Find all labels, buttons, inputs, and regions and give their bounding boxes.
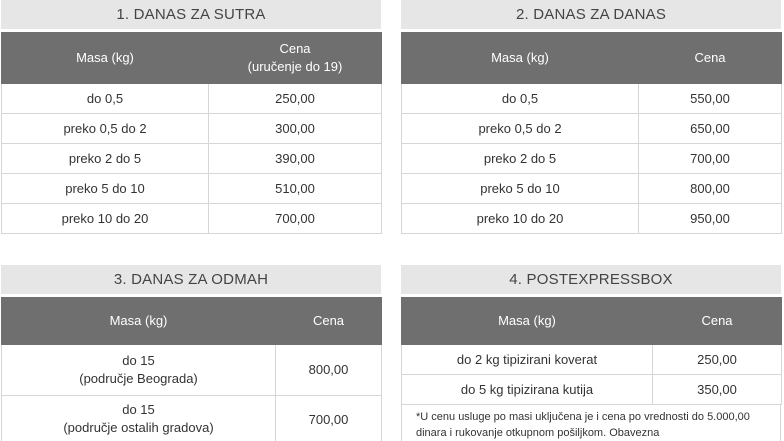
price-table — [1, 297, 382, 441]
column-header-mass: Masa (kg) — [402, 33, 639, 84]
mass-cell: preko 10 do 20 — [402, 204, 639, 234]
table-row — [2, 114, 382, 144]
table-header-row — [402, 298, 782, 345]
mass-cell — [2, 396, 276, 441]
price-table — [401, 297, 782, 405]
section-title: 1. DANAS ZA SUTRA — [1, 0, 381, 29]
table-row — [402, 375, 782, 405]
mass-cell: do 2 kg tipizirani koverat — [402, 345, 653, 375]
price-table — [401, 32, 782, 234]
column-header-price: Cena — [276, 298, 382, 345]
section-danas-za-sutra — [1, 0, 381, 234]
section-title: 4. POSTEXPRESSBOX — [401, 265, 781, 294]
mass-value: do 15 — [122, 402, 155, 417]
mass-cell: preko 5 do 10 — [402, 174, 639, 204]
column-header-price: Cena — [639, 33, 782, 84]
table-header-row — [2, 33, 382, 84]
section-danas-za-danas — [401, 0, 781, 234]
price-cell: 350,00 — [653, 375, 782, 405]
table-header-row — [2, 298, 382, 345]
table-row — [2, 396, 382, 441]
mass-cell: do 5 kg tipizirana kutija — [402, 375, 653, 405]
column-header-mass: Masa (kg) — [2, 298, 276, 345]
mass-cell: do 0,5 — [402, 84, 639, 114]
mass-region: (područje ostalih gradova) — [63, 420, 214, 435]
price-cell: 700,00 — [639, 144, 782, 174]
section-title: 2. DANAS ZA DANAS — [401, 0, 781, 29]
table-row — [402, 84, 782, 114]
mass-cell: preko 0,5 do 2 — [402, 114, 639, 144]
price-cell: 300,00 — [209, 114, 382, 144]
table-row — [402, 345, 782, 375]
table-row — [2, 204, 382, 234]
table-row — [402, 204, 782, 234]
price-cell: 250,00 — [653, 345, 782, 375]
column-header-price-note: (uručenje do 19) — [247, 59, 343, 74]
table-row — [2, 174, 382, 204]
mass-cell: preko 10 do 20 — [2, 204, 209, 234]
mass-region: (područje Beograda) — [79, 371, 198, 386]
mass-cell: preko 0,5 do 2 — [2, 114, 209, 144]
table-header-row — [402, 33, 782, 84]
price-cell: 390,00 — [209, 144, 382, 174]
mass-cell: preko 2 do 5 — [2, 144, 209, 174]
table-row — [402, 144, 782, 174]
price-cell: 650,00 — [639, 114, 782, 144]
table-row — [2, 144, 382, 174]
table-row — [402, 174, 782, 204]
mass-value: do 15 — [122, 353, 155, 368]
mass-cell: preko 2 do 5 — [402, 144, 639, 174]
price-cell: 700,00 — [209, 204, 382, 234]
price-cell: 950,00 — [639, 204, 782, 234]
table-row — [402, 114, 782, 144]
table-row — [2, 345, 382, 396]
footnote: *U cenu usluge po masi uključena je i cena po vrednosti do 5.000,00 dinara i rukovanje otkupnom pošiljkom. Obavezna — [401, 405, 781, 441]
price-cell: 250,00 — [209, 84, 382, 114]
column-header-price-label: Cena — [279, 41, 311, 56]
table-row — [2, 84, 382, 114]
mass-cell — [2, 345, 276, 396]
mass-cell: do 0,5 — [2, 84, 209, 114]
price-cell: 510,00 — [209, 174, 382, 204]
column-header-mass: Masa (kg) — [2, 33, 209, 84]
column-header-price — [209, 33, 382, 84]
mass-cell: preko 5 do 10 — [2, 174, 209, 204]
section-danas-za-odmah — [1, 265, 381, 441]
section-title: 3. DANAS ZA ODMAH — [1, 265, 381, 294]
price-cell: 800,00 — [639, 174, 782, 204]
column-header-price: Cena — [653, 298, 782, 345]
price-table — [1, 32, 382, 234]
price-cell: 550,00 — [639, 84, 782, 114]
column-header-mass: Masa (kg) — [402, 298, 653, 345]
price-cell: 700,00 — [276, 396, 382, 441]
price-cell: 800,00 — [276, 345, 382, 396]
section-postexpressbox — [401, 265, 781, 441]
